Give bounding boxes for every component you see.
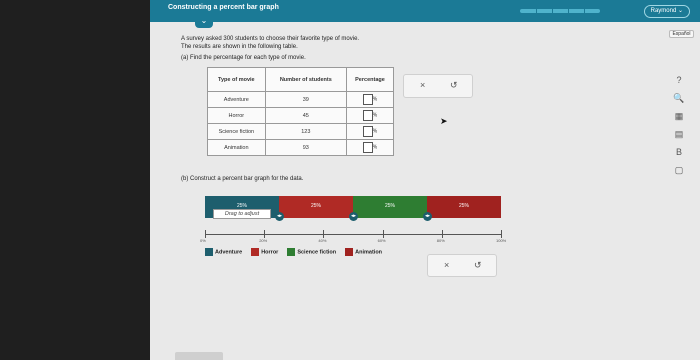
bottom-tab[interactable] <box>175 352 223 360</box>
col-header-type: Type of movie <box>208 68 266 92</box>
student-count: 39 <box>265 92 346 108</box>
legend-swatch <box>345 248 353 256</box>
question-icon[interactable]: ? <box>676 75 682 85</box>
part-a-prompt: (a) Find the percentage for each type of movie. <box>181 55 306 61</box>
intro-line-1: A survey asked 300 students to choose their favorite type of movie. <box>181 36 360 42</box>
table-row <box>208 108 394 124</box>
bar-segment-animation <box>427 196 501 218</box>
part-b-prompt: (b) Construct a percent bar graph for the data. <box>181 176 304 182</box>
problem-intro <box>181 35 359 51</box>
legend-swatch <box>251 248 259 256</box>
table-row <box>208 92 394 108</box>
percentage-cell <box>346 92 393 108</box>
progress-bar <box>520 9 600 13</box>
axis-tick <box>323 230 324 238</box>
percentage-input[interactable] <box>363 142 373 153</box>
axis-tick <box>383 230 384 238</box>
student-count: 45 <box>265 108 346 124</box>
movie-type: Science fiction <box>208 124 266 140</box>
percentage-input[interactable] <box>363 94 373 105</box>
clear-button[interactable]: × <box>420 80 426 90</box>
percent-unit: % <box>372 112 378 119</box>
legend-item <box>345 248 382 256</box>
table-row <box>208 140 394 156</box>
reset-button[interactable]: ↺ <box>450 80 458 90</box>
drag-handle[interactable]: ◂▸ <box>350 213 357 219</box>
reset-button[interactable]: ↺ <box>474 260 482 270</box>
axis-tick-label: 40% <box>318 238 327 243</box>
axis-tick-label: 100% <box>496 238 507 243</box>
legend-swatch <box>205 248 213 256</box>
percentage-input[interactable] <box>363 110 373 121</box>
movie-type: Animation <box>208 140 266 156</box>
percentage-cell <box>346 140 393 156</box>
mouse-cursor-icon: ➤ <box>440 116 448 126</box>
percent-unit: % <box>372 96 378 103</box>
legend-item <box>205 248 242 256</box>
drag-handle[interactable]: ◂▸ <box>276 213 283 219</box>
percentage-cell <box>346 124 393 140</box>
search-icon[interactable]: 🔍 <box>673 93 685 103</box>
segment-label: 25% <box>384 203 395 209</box>
student-count: 123 <box>265 124 346 140</box>
chevron-down-icon: ⌄ <box>677 8 683 14</box>
percent-unit: % <box>372 144 378 151</box>
part-a-answer-controls <box>403 74 473 98</box>
legend-label: Adventure <box>215 249 243 256</box>
segment-label: 25% <box>236 203 247 209</box>
drag-tooltip: Drag to adjust <box>213 209 271 219</box>
book-icon[interactable]: B <box>675 147 682 157</box>
student-count: 93 <box>265 140 346 156</box>
bar-segment-horror <box>279 196 353 218</box>
axis-tick-label: 0% <box>200 238 206 243</box>
drag-handle[interactable]: ◂▸ <box>424 213 431 219</box>
data-icon[interactable]: ▤ <box>674 129 684 139</box>
axis-tick <box>501 230 502 238</box>
axis-tick-label: 60% <box>377 238 386 243</box>
col-header-count: Number of students <box>265 68 346 92</box>
axis-tick <box>205 230 206 238</box>
axis-tick <box>264 230 265 238</box>
part-b-answer-controls <box>427 254 497 277</box>
legend-item <box>287 248 336 256</box>
percent-axis <box>205 234 501 235</box>
legend-label: Horror <box>261 249 279 256</box>
user-name: Raymond <box>650 8 677 14</box>
data-table <box>207 67 394 156</box>
page-title: Constructing a percent bar graph <box>168 4 279 11</box>
left-dark-area <box>0 0 150 360</box>
clear-button[interactable]: × <box>444 260 450 270</box>
intro-line-2: The results are shown in the following table. <box>181 44 298 50</box>
segment-label: 25% <box>458 203 469 209</box>
legend-item <box>251 248 278 256</box>
percentage-cell <box>346 108 393 124</box>
table-row <box>208 124 394 140</box>
axis-tick <box>442 230 443 238</box>
movie-type: Adventure <box>208 92 266 108</box>
percentage-input[interactable] <box>363 126 373 137</box>
segment-label: 25% <box>310 203 321 209</box>
bar-segment-science-fiction <box>353 196 427 218</box>
calculator-icon[interactable]: ▦ <box>674 111 684 121</box>
language-button[interactable]: Español <box>669 30 694 38</box>
bookmark-icon[interactable]: ▢ <box>674 165 684 175</box>
user-menu-button[interactable] <box>644 5 690 18</box>
collapse-chevron-icon[interactable]: ⌄ <box>195 16 213 28</box>
legend-swatch <box>287 248 295 256</box>
legend-label: Science fiction <box>297 249 337 256</box>
movie-type: Horror <box>208 108 266 124</box>
legend-label: Animation <box>355 249 383 256</box>
percent-unit: % <box>372 128 378 135</box>
legend <box>205 248 391 256</box>
top-bar <box>150 0 700 22</box>
axis-tick-label: 20% <box>259 238 268 243</box>
col-header-percentage: Percentage <box>346 68 393 92</box>
axis-tick-label: 80% <box>436 238 445 243</box>
